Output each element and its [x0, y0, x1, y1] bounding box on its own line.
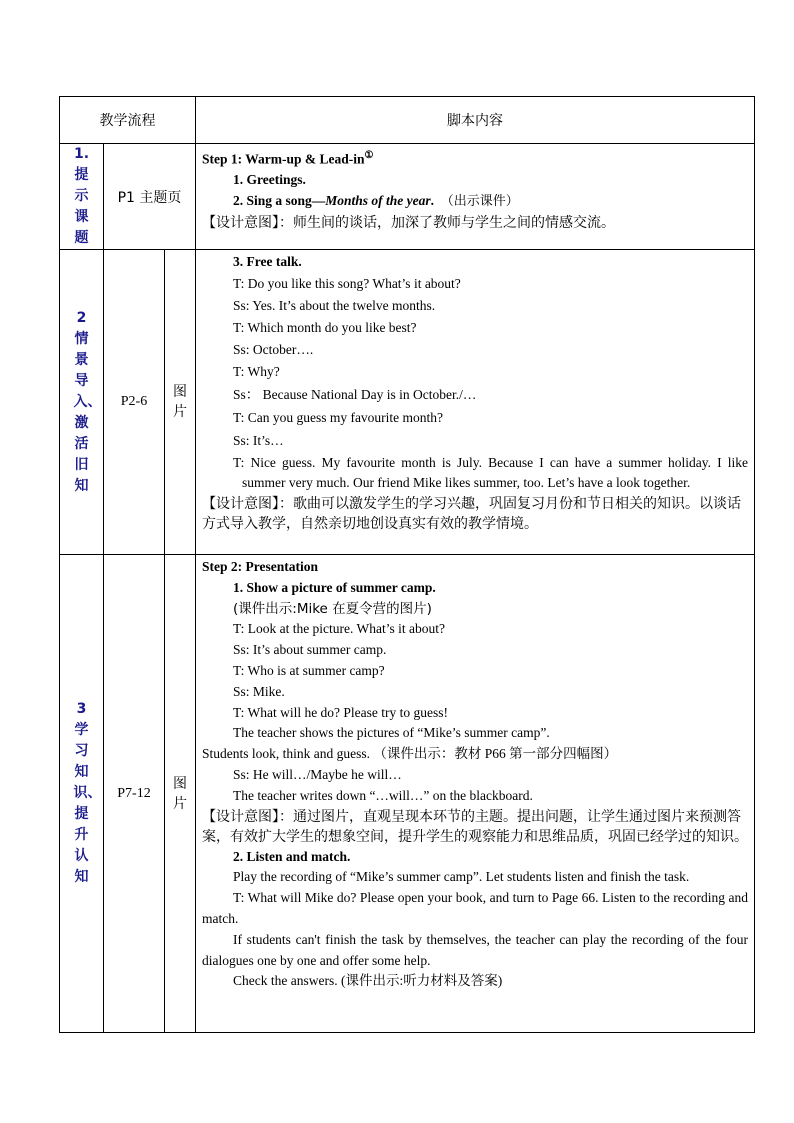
stage-cell [60, 555, 104, 1033]
paragraph: T: What will Mike do? Please open your book, and turn to Page 66. Listen to the recording and match. [202, 890, 748, 926]
dialogue-line: Ss: He will…/Maybe he will… [233, 766, 402, 782]
script-cell [196, 250, 755, 555]
table-header-row [60, 97, 755, 144]
table-row [60, 250, 755, 555]
list-item: 1. Show a picture of summer camp. [233, 579, 436, 595]
stage-cell [60, 144, 104, 250]
dialogue-line: The teacher writes down “…will…” on the blackboard. [233, 787, 533, 803]
list-item: 2. Sing a song—Months of the year. （出示课件） [233, 193, 519, 210]
dialogue-line: The teacher shows the pictures of “Mike’s summer camp”. [233, 725, 550, 741]
list-item: 3. Free talk. [233, 254, 302, 269]
dialogue-line: Ss： Because National Day is in October./… [233, 386, 477, 402]
courseware-note: (课件出示:Mike 在夏令营的图片) [233, 600, 432, 617]
dialogue-line: Check the answers. (课件出示:听力材料及答案) [233, 973, 503, 989]
table-row [60, 144, 755, 250]
dialogue-line: T: Can you guess my favourite month? [233, 409, 444, 425]
dialogue-line: Ss: October…. [233, 341, 314, 357]
header-script-content: 脚本内容 [196, 97, 755, 144]
dialogue-line: T: Which month do you like best? [233, 319, 417, 335]
dialogue-line: T: Nice guess. My favourite month is July. Because I can have a summer holiday. I like summer very much. Our friend Mike likes summer, too. Let’s have a look together. [233, 454, 748, 491]
page-cell: P2-6 [104, 250, 165, 555]
stage-label: 2情景导入、激活旧知 [73, 309, 102, 494]
dialogue-line: T: Do you like this song? What’s it about? [233, 275, 461, 291]
pic-label: 图片 [173, 775, 187, 812]
footnote-mark: ① [364, 150, 374, 161]
page-cell: P1 主题页 [104, 144, 196, 250]
design-intent: 【设计意图】：通过图片，直观呈现本环节的主题。提出问题，让学生通过图片来预测答案，有效扩大学生的想象空间，提升学生的观察能力和思维品质，巩固已经学过的知识。 [202, 808, 748, 845]
paragraph: If students can't finish the task by themselves, the teacher can play the recording of the four dialogues one by one and offer some help. [202, 931, 748, 968]
pic-cell [165, 555, 196, 1033]
header-teaching-process: 教学流程 [60, 97, 196, 144]
dialogue-line: Students look, think and guess. （课件出示：教材 P66 第一部分四幅图） [202, 746, 618, 762]
script-cell [196, 555, 755, 1033]
dialogue-line: T: Who is at summer camp? [233, 662, 385, 678]
dialogue-line: T: What will he do? Please try to guess! [233, 704, 449, 720]
list-item: 1. Greetings. [233, 172, 306, 188]
step-title: Step 2: Presentation [202, 559, 318, 574]
stage-label: 1.提示课题 [73, 146, 90, 246]
dialogue-line: Ss: It’s about summer camp. [233, 642, 387, 658]
step-title: Step 1: Warm-up & Lead-in [202, 151, 365, 167]
page-cell: P7-12 [104, 555, 165, 1033]
design-intent: 【设计意图】：歌曲可以激发学生的学习兴趣，巩固复习月份和节日相关的知识。以谈话方式导入教学，自然亲切地创设真实有效的教学情境。 [202, 495, 741, 532]
pic-label: 图片 [173, 384, 187, 420]
table-row [60, 555, 755, 1033]
design-intent: 【设计意图】：师生间的谈话，加深了教师与学生之间的情感交流。 [202, 214, 615, 231]
dialogue-line: Ss: Mike. [233, 683, 285, 699]
dialogue-line: Ss: It’s… [233, 432, 284, 448]
paragraph: Play the recording of “Mike’s summer camp”. Let students listen and finish the task. [233, 869, 690, 885]
list-item: 2. Listen and match. [233, 848, 351, 864]
stage-cell [60, 250, 104, 555]
stage-label: 3学习知识、提升认知 [73, 701, 102, 885]
dialogue-line: Ss: Yes. It’s about the twelve months. [233, 297, 436, 313]
dialogue-line: T: Why? [233, 363, 280, 379]
lesson-script-table [59, 96, 755, 1033]
script-cell [196, 144, 755, 250]
pic-cell [165, 250, 196, 555]
dialogue-line: T: Look at the picture. What’s it about? [233, 621, 446, 637]
